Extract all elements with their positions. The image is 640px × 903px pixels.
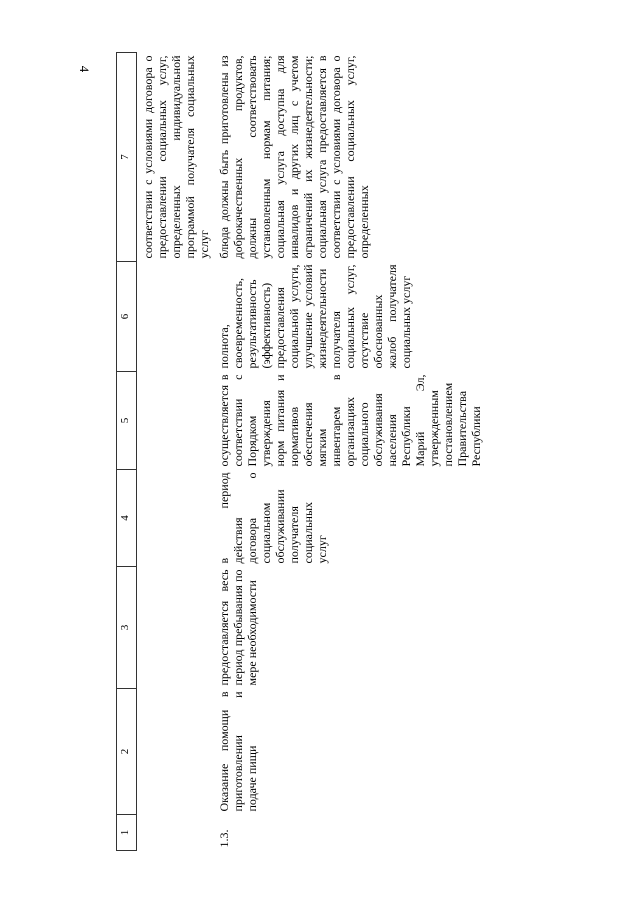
column-number: 7 [117,53,137,262]
quality-indicators: полнота, своевременность, результативность (эффективность) предоставления социальной услуги, улучшение условий жизнедеятельности получателя социальных услуг, отсутствие обоснованных жалоб получателя социальных услуг [217,264,413,369]
service-conditions: блюда должны быть приготовлены из доброкачественных продуктов, должны соответствовать установленным нормам питания; социальная услуга доступна для инвалидов и других лиц с учетом ограничений их жизнедеятельности; социальная услуга предоставляется в соответствии с условиями договора о предоставлении социальных услуг, определенных [217,55,371,259]
page-number: 4 [77,65,92,73]
service-description: предоставляется весь период пребывания по мере необходимости [217,569,259,686]
continuation-row [137,53,214,851]
service-cost: осуществляется в соответствии с Порядком утверждения норм питания и нормативов обеспечения мягким инвентарем в организациях социального обслуживания населения Республики Марий Эл, утвержденным постановлением Правительства Республики [217,374,483,467]
column-number: 3 [117,567,137,689]
continuation-conditions-text: соответствии с условиями договора о предоставлении социальных услуг, определенных индивидуальной программой получателя социальных услуг [141,55,211,259]
column-number: 5 [117,372,137,470]
service-period: в период действия договора о социальном обслуживании получателя социальных услуг [217,472,329,564]
column-number: 4 [117,470,137,567]
column-number: 2 [117,689,137,815]
column-number-row [117,53,137,851]
column-number: 1 [117,815,137,851]
row-number: 1.3. [217,829,231,848]
column-number: 6 [117,262,137,372]
service-name: Оказание помощи в приготовлении и подаче пищи [217,691,259,812]
table-row [213,53,485,851]
services-table [116,52,485,851]
